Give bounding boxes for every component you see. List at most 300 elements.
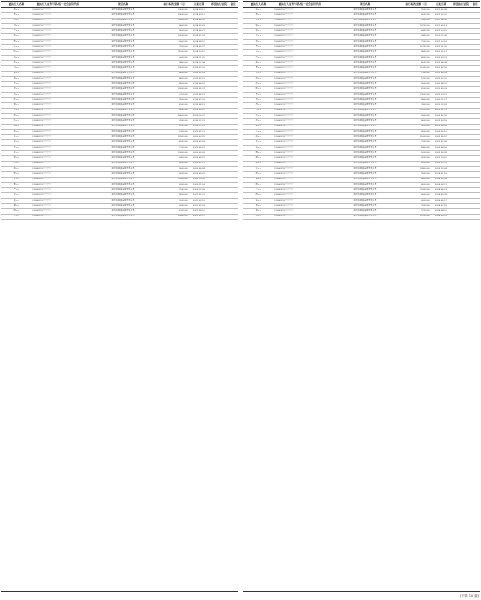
cell-id-code: 51340119******** (274, 161, 326, 166)
cell-name: 贺×× (243, 203, 274, 208)
cell-id-code: 51340119******** (274, 103, 326, 108)
cell-date: 2020.08.08 (188, 166, 209, 171)
cell-project: 履行拆除违法建筑等义务 (84, 161, 162, 166)
cell-name: 奚×× (243, 71, 274, 76)
cell-project: 履行拆除违法建筑等义务 (84, 203, 162, 208)
cell-date: 2019.11.19 (188, 119, 209, 124)
cell-project: 履行拆除违法建筑等义务 (84, 18, 162, 23)
cell-name: 严×× (1, 188, 32, 193)
cell-id-code: 51340119******** (274, 198, 326, 203)
cell-id-code: 51340119******** (274, 177, 326, 182)
cell-id-code: 51340119******** (32, 60, 84, 65)
cell-project: 履行拆除违法建筑等义务 (84, 108, 162, 113)
cell-date: 2023.11.22 (430, 161, 451, 166)
cell-id-code: 51340119******** (274, 151, 326, 156)
cell-id-code: 51340119******** (274, 124, 326, 129)
cell-amount: 6200.00 (404, 161, 430, 166)
cell-amount: 9000.00 (404, 198, 430, 203)
cell-project: 履行拆除违法建筑等义务 (326, 140, 404, 145)
cell-project: 履行拆除违法建筑等义务 (326, 209, 404, 214)
cell-court (210, 214, 229, 219)
column-header: 备注 (470, 2, 480, 8)
cell-name: 袁×× (243, 145, 274, 150)
cell-name: 章×× (243, 45, 274, 50)
cell-id-code: 51340119******** (32, 103, 84, 108)
cell-amount: 9600.00 (162, 166, 188, 171)
cell-date: 2020.05.03 (188, 151, 209, 156)
column-header: 项目名称 (326, 2, 404, 8)
cell-id-code: 51340119******** (32, 71, 84, 76)
cell-id-code: 51340119******** (32, 209, 84, 214)
cell-project: 履行拆除违法建筑等义务 (326, 135, 404, 140)
cell-project: 履行拆除违法建筑等义务 (84, 66, 162, 71)
cell-date: 2018.07.03 (188, 34, 209, 39)
cell-date: 2024.05.05 (430, 193, 451, 198)
cell-amount: 8800.00 (162, 76, 188, 81)
cell-amount: 12000.00 (162, 34, 188, 39)
cell-date: 2018.03.12 (188, 8, 209, 13)
cell-project: 履行拆除违法建筑等义务 (84, 209, 162, 214)
cell-date: 2018.09.27 (188, 45, 209, 50)
cell-project: 履行拆除违法建筑等义务 (84, 60, 162, 65)
cell-amount: 4800.00 (404, 50, 430, 55)
cell-project: 履行拆除违法建筑等义务 (326, 55, 404, 60)
cell-project: 履行拆除违法建筑等义务 (326, 13, 404, 18)
cell-amount: 6100.00 (162, 103, 188, 108)
cell-project: 履行拆除违法建筑等义务 (84, 92, 162, 97)
cell-name: 云×× (243, 50, 274, 55)
cell-name: 郑×× (1, 87, 32, 92)
cell-date: 2024.04.23 (430, 188, 451, 193)
cell-amount: 5400.00 (162, 156, 188, 161)
cell-id-code: 51340119******** (32, 214, 84, 219)
cell-name: 刘×× (1, 23, 32, 28)
cell-amount: 8500.00 (162, 193, 188, 198)
cell-name: 杨×× (1, 129, 32, 134)
cell-project: 履行拆除违法建筑等义务 (326, 182, 404, 187)
cell-project: 履行拆除违法建筑等义务 (326, 76, 404, 81)
cell-name: 范×× (243, 76, 274, 81)
cell-id-code: 51340119******** (274, 18, 326, 23)
cell-name: 汤×× (243, 214, 274, 219)
cell-date: 2021.01.07 (188, 193, 209, 198)
cell-id-code: 51340119******** (32, 161, 84, 166)
cell-date: 2019.06.19 (188, 92, 209, 97)
cell-date: 2024.09.22 (430, 214, 451, 219)
cell-id-code: 51340119******** (274, 76, 326, 81)
cell-date: 2024.08.10 (430, 209, 451, 214)
cell-amount: 10200.00 (162, 151, 188, 156)
cell-project: 履行拆除违法建筑等义务 (326, 87, 404, 92)
cell-date: 2022.04.04 (430, 60, 451, 65)
cell-id-code: 51340119******** (32, 8, 84, 13)
cell-date: 2018.12.04 (188, 60, 209, 65)
cell-project: 履行拆除违法建筑等义务 (84, 113, 162, 118)
cell-date: 2019.02.28 (188, 71, 209, 76)
cell-name: 沈×× (1, 119, 32, 124)
cell-id-code: 51340119******** (274, 214, 326, 219)
cell-project: 履行拆除违法建筑等义务 (84, 29, 162, 34)
cell-date: 2022.02.11 (430, 50, 451, 55)
cell-id-code: 51340119******** (274, 39, 326, 44)
cell-amount: 12200.00 (404, 23, 430, 28)
cell-amount: 8000.00 (162, 23, 188, 28)
cell-date: 2022.07.10 (430, 76, 451, 81)
cell-id-code: 51340119******** (274, 172, 326, 177)
cell-name: 蒋×× (1, 18, 32, 23)
cell-date: 2018.05.09 (188, 23, 209, 28)
cell-name: 雷×× (243, 198, 274, 203)
cell-date: 2020.12.26 (188, 188, 209, 193)
cell-project: 履行拆除违法建筑等义务 (84, 129, 162, 134)
cell-name: 韦×× (243, 98, 274, 103)
cell-date: 2020.04.21 (188, 145, 209, 150)
cell-project: 履行拆除违法建筑等义务 (84, 151, 162, 156)
cell-id-code: 51340119******** (274, 92, 326, 97)
cell-project: 履行拆除违法建筑等义务 (326, 82, 404, 87)
cell-date: 2021.11.06 (430, 34, 451, 39)
cell-amount: 9800.00 (162, 60, 188, 65)
cell-name: 唐×× (243, 172, 274, 177)
cell-amount: 10000.00 (162, 8, 188, 13)
cell-date: 2019.08.13 (188, 103, 209, 108)
cell-date: 2023.10.10 (430, 156, 451, 161)
cell-name: 尤×× (1, 145, 32, 150)
cell-project: 履行拆除违法建筑等义务 (326, 8, 404, 13)
cell-id-code: 51340119******** (32, 198, 84, 203)
cell-amount: 11000.00 (162, 50, 188, 55)
cell-date: 2022.11.27 (430, 98, 451, 103)
cell-id-code: 51340119******** (274, 34, 326, 39)
cell-name: 廉×× (243, 182, 274, 187)
cell-name: 柏×× (243, 29, 274, 34)
cell-id-code: 51340119******** (32, 172, 84, 177)
cell-amount: 6600.00 (404, 193, 430, 198)
cell-date: 2023.12.04 (430, 166, 451, 171)
cell-amount: 4600.00 (404, 177, 430, 182)
cell-name: 魏×× (1, 203, 32, 208)
cell-name: 杨×× (1, 34, 32, 39)
cell-id-code: 51340119******** (274, 108, 326, 113)
cell-date: 2021.05.27 (188, 214, 209, 219)
cell-name: 马×× (1, 66, 32, 71)
cell-date: 2018.03.12 (188, 13, 209, 18)
cell-id-code: 51340119******** (32, 124, 84, 129)
cell-project: 履行拆除违法建筑等义务 (326, 188, 404, 193)
cell-id-code: 51340119******** (32, 50, 84, 55)
column-header: 项目名称 (84, 2, 162, 8)
cell-name: 任×× (243, 140, 274, 145)
cell-amount: 5600.00 (404, 82, 430, 87)
cell-project: 履行拆除违法建筑等义务 (84, 140, 162, 145)
cell-date: 2019.01.16 (188, 66, 209, 71)
cell-id-code: 51340119******** (32, 135, 84, 140)
cell-id-code: 51340119******** (32, 45, 84, 50)
column-header: 立案日期 (430, 2, 451, 8)
cell-id-code: 51340119******** (274, 203, 326, 208)
cell-project: 履行拆除违法建筑等义务 (326, 18, 404, 23)
cell-project: 履行拆除违法建筑等义务 (326, 60, 404, 65)
cell-amount: 7800.00 (404, 172, 430, 177)
cell-amount: 9200.00 (404, 124, 430, 129)
cell-name: 谢×× (243, 13, 274, 18)
cell-amount: 8700.00 (162, 124, 188, 129)
cell-project: 履行拆除违法建筑等义务 (84, 198, 162, 203)
cell-amount: 10800.00 (162, 214, 188, 219)
cell-id-code: 51340119******** (32, 76, 84, 81)
cell-name: 酆×× (243, 156, 274, 161)
cell-project: 履行拆除违法建筑等义务 (326, 66, 404, 71)
cell-name: 华×× (1, 193, 32, 198)
cell-id-code: 51340119******** (32, 119, 84, 124)
cell-project: 履行拆除违法建筑等义务 (326, 34, 404, 39)
cell-project: 履行拆除违法建筑等义务 (326, 50, 404, 55)
cell-date: 2022.05.16 (430, 66, 451, 71)
cell-amount: 20000.00 (162, 13, 188, 18)
table-row (1, 214, 238, 219)
left-table-panel (1, 1, 238, 592)
cell-project: 履行拆除违法建筑等义务 (326, 203, 404, 208)
cell-project: 履行拆除违法建筑等义务 (84, 55, 162, 60)
cell-id-code: 51340119******** (274, 188, 326, 193)
cell-date: 2019.03.13 (188, 76, 209, 81)
cell-id-code: 51340119******** (32, 166, 84, 171)
cell-project: 履行拆除违法建筑等义务 (84, 23, 162, 28)
cell-remark (228, 214, 238, 219)
cell-id-code: 51340119******** (274, 87, 326, 92)
cell-project: 履行拆除违法建筑等义务 (326, 92, 404, 97)
cell-project: 履行拆除违法建筑等义务 (84, 50, 162, 55)
cell-project: 履行拆除违法建筑等义务 (326, 166, 404, 171)
cell-project: 履行拆除违法建筑等义务 (326, 161, 404, 166)
cell-amount: 7200.00 (162, 92, 188, 97)
cell-date: 2020.01.13 (188, 129, 209, 134)
cell-project: 履行拆除违法建筑等义务 (84, 103, 162, 108)
column-header: 移送执行法院 (453, 2, 469, 6)
cell-project: 履行拆除违法建筑等义务 (326, 193, 404, 198)
cell-date: 2021.04.15 (188, 209, 209, 214)
cell-project: 履行拆除违法建筑等义务 (84, 82, 162, 87)
cell-project: 履行拆除违法建筑等义务 (84, 71, 162, 76)
cell-name: 邓×× (1, 13, 32, 18)
cell-date: 2022.08.22 (430, 82, 451, 87)
cell-id-code: 51340119******** (274, 193, 326, 198)
cell-date: 2022.06.28 (430, 71, 451, 76)
cell-date: 2024.03.11 (430, 182, 451, 187)
cell-amount: 9000.00 (162, 29, 188, 34)
cell-id-code: 51340119******** (274, 60, 326, 65)
cell-amount: 7000.00 (404, 140, 430, 145)
cell-name: 施×× (1, 166, 32, 171)
cell-amount: 4200.00 (162, 172, 188, 177)
cell-amount: 8300.00 (162, 161, 188, 166)
cell-id-code: 51340119******** (32, 23, 84, 28)
cell-amount: 6900.00 (162, 140, 188, 145)
cell-project: 履行拆除违法建筑等义务 (326, 71, 404, 76)
cell-date: 2020.07.27 (188, 161, 209, 166)
cell-amount: 7300.00 (404, 71, 430, 76)
cell-amount: 10300.00 (404, 188, 430, 193)
cell-date: 2021.06.08 (430, 8, 451, 13)
cell-name: 潘×× (243, 60, 274, 65)
cell-amount: 6300.00 (162, 182, 188, 187)
cell-id-code: 51340119******** (274, 209, 326, 214)
cell-date: 2019.09.25 (188, 108, 209, 113)
cell-amount: 11200.00 (404, 214, 430, 219)
cell-amount: 9500.00 (404, 156, 430, 161)
right-table-panel (243, 1, 480, 592)
cell-project: 履行拆除违法建筑等义务 (326, 29, 404, 34)
cell-project: 履行拆除违法建筑等义务 (84, 135, 162, 140)
cell-date: 2019.04.25 (188, 82, 209, 87)
table-row (243, 214, 480, 219)
cell-date: 2022.10.15 (430, 92, 451, 97)
cell-project: 履行拆除违法建筑等义务 (84, 145, 162, 150)
cell-date: 2023.05.10 (430, 129, 451, 134)
cell-project: 履行拆除违法建筑等义务 (84, 156, 162, 161)
cell-amount: 6700.00 (162, 209, 188, 214)
cell-id-code: 51340119******** (274, 140, 326, 145)
cell-id-code: 51340119******** (32, 18, 84, 23)
cell-amount: 6600.00 (162, 71, 188, 76)
cell-name: 朱×× (1, 135, 32, 140)
cell-project: 履行拆除违法建筑等义务 (84, 45, 162, 50)
cell-id-code: 51340119******** (32, 113, 84, 118)
cell-name: 赵×× (1, 55, 32, 60)
cell-project: 履行拆除违法建筑等义务 (326, 151, 404, 156)
cell-project: 履行拆除违法建筑等义务 (326, 145, 404, 150)
cell-id-code: 51340119******** (32, 203, 84, 208)
cell-date: 2021.07.20 (430, 13, 451, 18)
cell-project: 履行拆除违法建筑等义务 (326, 23, 404, 28)
cell-id-code: 51340119******** (32, 98, 84, 103)
cell-date: 2019.12.01 (188, 124, 209, 129)
cell-date: 2019.10.07 (188, 113, 209, 118)
cell-name: 曹×× (1, 182, 32, 187)
cell-id-code: 51340119******** (32, 129, 84, 134)
cell-amount: 9700.00 (404, 76, 430, 81)
continued-note: (下转 10 版) (459, 594, 479, 598)
cell-amount: 6000.00 (404, 60, 430, 65)
cell-name: 窦×× (243, 39, 274, 44)
cell-name: 姜×× (1, 214, 32, 219)
column-header: 被执行人名称 (1, 2, 32, 8)
cell-amount: 11400.00 (404, 66, 430, 71)
cell-project: 履行拆除违法建筑等义务 (84, 87, 162, 92)
cell-name: 葛×× (243, 66, 274, 71)
right-table-body (243, 8, 480, 220)
cell-date: 2022.03.23 (430, 55, 451, 60)
cell-id-code: 51340119******** (274, 135, 326, 140)
cell-amount: 7600.00 (404, 8, 430, 13)
cell-id-code: 51340119******** (32, 182, 84, 187)
cell-name: 褚×× (1, 103, 32, 108)
cell-date: 2020.06.15 (188, 156, 209, 161)
cell-amount: 13500.00 (404, 92, 430, 97)
cell-id-code: 51340119******** (32, 108, 84, 113)
cell-id-code: 51340119******** (274, 13, 326, 18)
cell-name: 俞×× (243, 135, 274, 140)
cell-id-code: 51340119******** (32, 188, 84, 193)
cell-project: 履行拆除违法建筑等义务 (326, 177, 404, 182)
cell-project: 履行拆除违法建筑等义务 (326, 172, 404, 177)
cell-project: 履行拆除违法建筑等义务 (326, 45, 404, 50)
cell-id-code: 51340119******** (274, 82, 326, 87)
column-header: 移送执行法院 (211, 2, 227, 6)
cell-id-code: 51340119******** (274, 55, 326, 60)
cell-date: 2019.05.07 (188, 87, 209, 92)
cell-id-code: 51340119******** (274, 66, 326, 71)
cell-date: 2023.08.16 (430, 145, 451, 150)
cell-project: 履行拆除违法建筑等义务 (84, 76, 162, 81)
cell-date: 2018.10.10 (188, 50, 209, 55)
cell-name: 苗×× (243, 113, 274, 118)
cell-id-code: 51340119******** (32, 55, 84, 60)
cell-id-code: 51340119******** (32, 156, 84, 161)
cell-project: 履行拆除违法建筑等义务 (326, 39, 404, 44)
cell-amount: 7700.00 (162, 145, 188, 150)
cell-amount: 5000.00 (162, 55, 188, 60)
cell-amount: 6500.00 (404, 129, 430, 134)
right-data-table (243, 2, 480, 220)
cell-amount: 8400.00 (404, 145, 430, 150)
cell-amount: 11800.00 (162, 177, 188, 182)
cell-project: 履行拆除违法建筑等义务 (326, 129, 404, 134)
cell-amount: 6400.00 (404, 29, 430, 34)
cell-date: 2022.09.03 (430, 87, 451, 92)
cell-amount: 7500.00 (404, 203, 430, 208)
cell-id-code: 51340119******** (32, 193, 84, 198)
cell-name: 史×× (243, 166, 274, 171)
cell-name: 苏×× (243, 55, 274, 60)
cell-project: 履行拆除违法建筑等义务 (326, 124, 404, 129)
cell-date: 2023.06.22 (430, 135, 451, 140)
cell-project: 履行拆除违法建筑等义务 (326, 198, 404, 203)
cell-name: 昌×× (243, 103, 274, 108)
cell-date: 2022.12.09 (430, 103, 451, 108)
cell-amount: 3900.00 (162, 119, 188, 124)
cell-amount: 13000.00 (162, 66, 188, 71)
cell-name: 金×× (1, 198, 32, 203)
cell-id-code: 51340119******** (274, 29, 326, 34)
cell-date: 2023.07.04 (430, 140, 451, 145)
cell-date: 2020.09.20 (188, 172, 209, 177)
column-header: 备注 (228, 2, 238, 8)
cell-amount: 5200.00 (404, 151, 430, 156)
cell-id-code: 51340119******** (32, 82, 84, 87)
column-header: 立案日期 (188, 2, 209, 8)
cell-project: 履行拆除违法建筑等义务 (326, 214, 404, 219)
cell-name: 方×× (243, 129, 274, 134)
cell-name: 郎×× (243, 87, 274, 92)
left-table-body (1, 8, 238, 220)
cell-id-code: 51340119******** (32, 66, 84, 71)
cell-amount: 12500.00 (162, 135, 188, 140)
cell-amount: 12800.00 (404, 166, 430, 171)
cell-court (452, 214, 471, 219)
cell-amount: 5100.00 (162, 198, 188, 203)
column-header: 执行标的金额（元） (405, 2, 429, 6)
cell-amount: 6800.00 (404, 98, 430, 103)
cell-amount: 9900.00 (162, 203, 188, 208)
cell-name: 蒋×× (1, 113, 32, 118)
cell-project: 履行拆除违法建筑等义务 (326, 98, 404, 103)
cell-date: 2024.01.16 (430, 172, 451, 177)
cell-id-code: 51340119******** (32, 34, 84, 39)
cell-amount: 9100.00 (162, 129, 188, 134)
cell-date: 2021.10.25 (430, 29, 451, 34)
cell-remark (470, 214, 480, 219)
